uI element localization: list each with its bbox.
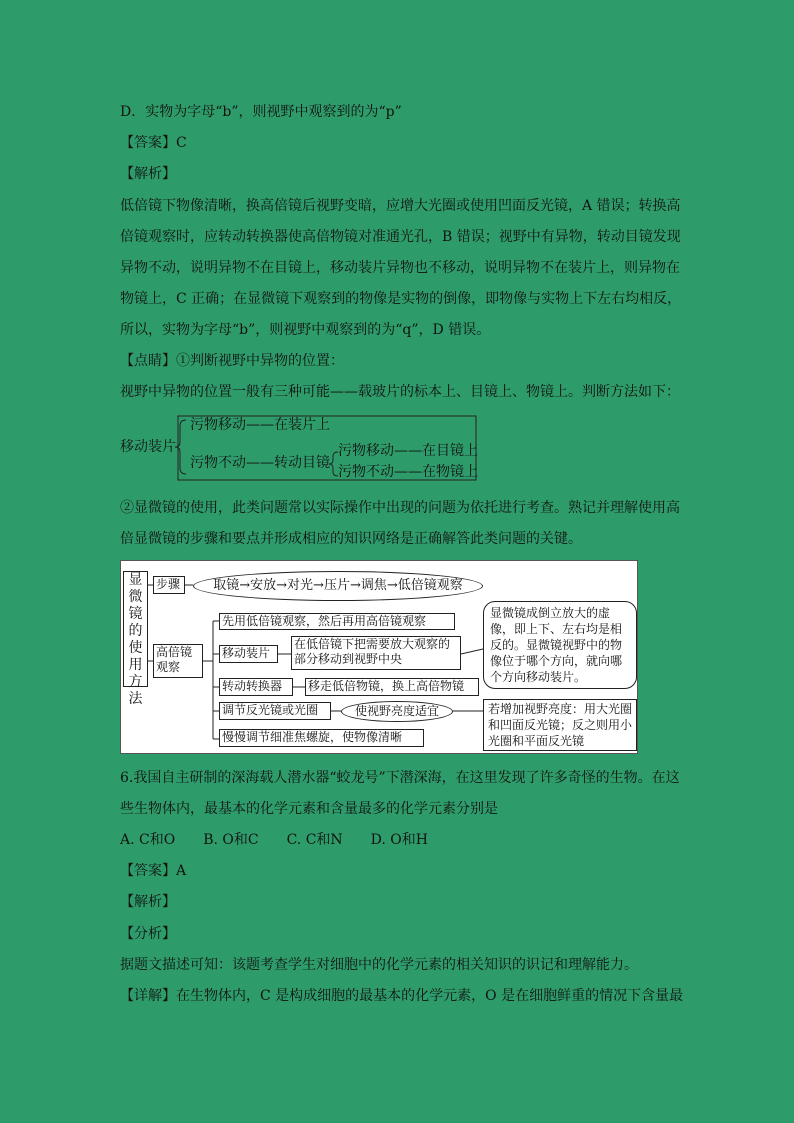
option-d: D．实物为字母“b”，则视野中观察到的为“p”	[120, 104, 402, 120]
analysis-label-q5: 【解析】	[120, 166, 176, 182]
tip-heading: 【点睛】①判断视野中异物的位置：	[120, 353, 344, 369]
h1-box: 先用低倍镜观察，然后再用高倍镜观察	[219, 613, 455, 630]
detail-text: 【详解】在生物体内，C 是构成细胞的最基本的化学元素，O 是在细胞鲜重的情况下含量最	[120, 988, 684, 1004]
tip2-line: 倍显微镜的步骤和要点并形成相应的知识网络是正确解答此类问题的关键。	[120, 531, 582, 547]
tree-d: 污物不动——在物镜上	[338, 464, 478, 480]
tree-a: 污物移动——在装片上	[190, 417, 330, 433]
analysis-line: 低倍镜下物像清晰，换高倍镜后视野变暗，应增大光圈或使用凹面反光镜，A 错误；转换高	[120, 198, 681, 214]
answer-q5: 【答案】C	[120, 135, 187, 151]
fenxi-text: 据题文描述可知：该题考查学生对细胞中的化学元素的相关知识的识记和理解能力。	[120, 957, 638, 973]
callout-image: 显微镜成倒立放大的虚像，即上下、左右均是相反的。显微镜视野中的物像位于哪个方向，就向哪个方向移动装片。	[483, 601, 637, 689]
tree-b: 污物不动——转动目镜	[190, 455, 330, 471]
answer-q6: 【答案】A	[120, 863, 187, 879]
analysis-line: 倍镜观察时，应转动转换器使高倍物镜对准通光孔，B 错误；视野中有异物，转动目镜发现	[120, 229, 681, 245]
high-power-box: 高倍镜观察	[153, 644, 203, 678]
tree-c: 污物移动——在目镜上	[338, 443, 478, 459]
h4-note: 使视野亮度适宜	[341, 701, 453, 722]
tip2-line: ②显微镜的使用，此类问题常以实际操作中出现的问题为依托进行考查。熟记并理解使用高	[120, 500, 680, 516]
h2-box: 移动装片	[219, 645, 278, 663]
h4-box: 调节反光镜或光圈	[219, 702, 331, 720]
steps-flow: 取镜→安放→对光→压片→调焦→低倍镜观察	[193, 571, 483, 601]
microscope-usage-diagram	[120, 560, 638, 754]
h5-box: 慢慢调节细准焦螺旋，使物像清晰	[219, 729, 424, 747]
h3-box: 转动转换器	[219, 678, 293, 696]
analysis-label-q6: 【解析】	[120, 894, 176, 910]
dirt-tree	[120, 414, 480, 482]
q6-stem: 6.我国自主研制的深海载人潜水器“蛟龙号”下潜深海，在这里发现了许多奇怪的生物。在这	[120, 770, 680, 786]
fenxi-label: 【分析】	[120, 926, 176, 942]
h3-note: 移走低倍物镜，换上高倍物镜	[305, 678, 479, 696]
tree-root: 移动装片	[120, 439, 176, 455]
q6-stem: 些生物体内，最基本的化学元素和含量最多的化学元素分别是	[120, 801, 498, 817]
diagram-title: 显微镜的使用方法	[123, 571, 148, 687]
callout-brightness: 若增加视野亮度：用大光圈和凹面反光镜；反之则用小光圈和平面反光镜	[483, 699, 637, 751]
analysis-line: 异物不动，说明异物不在目镜上，移动装片异物也不移动，说明异物不在装片上，则异物在	[120, 260, 680, 276]
steps-box: 步骤	[153, 576, 185, 594]
analysis-line: 物镜上，C 正确；在显微镜下观察到的物像是实物的倒像，即物像与实物上下左右均相反，	[120, 291, 682, 307]
tip-text: 视野中异物的位置一般有三种可能——载玻片的标本上、目镜上、物镜上。判断方法如下：	[120, 384, 680, 400]
analysis-line: 所以，实物为字母“b”，则视野中观察到的为“q”，D 错误。	[120, 322, 491, 338]
q6-options: A. C和O B. O和C C. C和N D. O和H	[120, 832, 428, 848]
h2-note: 在低倍镜下把需要放大观察的部分移动到视野中央	[291, 636, 461, 670]
